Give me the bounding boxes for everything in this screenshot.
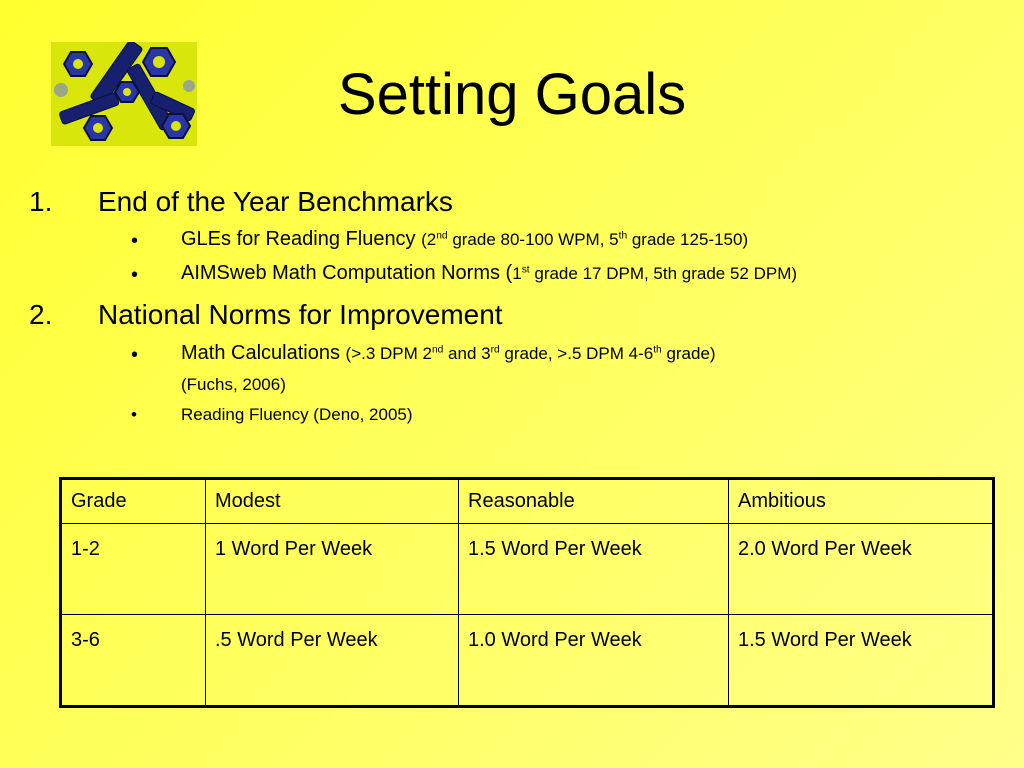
table-cell: .5 Word Per Week bbox=[206, 615, 459, 707]
item-number: 1. bbox=[29, 186, 53, 217]
table-cell: 1-2 bbox=[61, 524, 206, 615]
table-cell: 1.5 Word Per Week bbox=[729, 615, 994, 707]
table-cell: 3-6 bbox=[61, 615, 206, 707]
column-header: Modest bbox=[206, 479, 459, 524]
goals-table bbox=[59, 477, 995, 708]
item-number: 2. bbox=[29, 299, 53, 330]
table-row bbox=[61, 524, 994, 615]
column-header: Grade bbox=[61, 479, 206, 524]
bullet-text: Math Calculations (>.3 DPM 2nd and 3rd grade, >.5 DPM 4-6th grade) bbox=[181, 342, 716, 364]
bullet-continuation: (Fuchs, 2006) bbox=[181, 375, 286, 394]
table-cell: 1.0 Word Per Week bbox=[459, 615, 729, 707]
bullet-text: Reading Fluency (Deno, 2005) bbox=[181, 405, 413, 424]
bullet-item bbox=[131, 405, 137, 425]
table-header-row bbox=[61, 479, 994, 524]
item-text: End of the Year Benchmarks bbox=[98, 186, 453, 217]
bullet-item bbox=[131, 230, 138, 253]
slide-title: Setting Goals bbox=[337, 62, 687, 127]
column-header: Reasonable bbox=[459, 479, 729, 524]
bullet-dot: • bbox=[131, 264, 139, 286]
bullet-dot: • bbox=[131, 405, 137, 424]
bullet-text: GLEs for Reading Fluency (2nd grade 80-100 WPM, 5th grade 125-150) bbox=[181, 228, 749, 250]
table-cell: 1.5 Word Per Week bbox=[459, 524, 729, 615]
bullet-text: AIMSweb Math Computation Norms (1st grade 17 DPM, 5th grade 52 DPM) bbox=[181, 262, 798, 284]
column-header: Ambitious bbox=[729, 479, 994, 524]
table-cell: 2.0 Word Per Week bbox=[729, 524, 994, 615]
table-cell: 1 Word Per Week bbox=[206, 524, 459, 615]
bullet-item bbox=[131, 344, 138, 367]
bullet-dot: • bbox=[131, 230, 139, 252]
item-text: National Norms for Improvement bbox=[98, 299, 503, 330]
bullet-item bbox=[131, 264, 138, 287]
bullet-dot: • bbox=[131, 344, 139, 366]
table-row bbox=[61, 615, 994, 707]
